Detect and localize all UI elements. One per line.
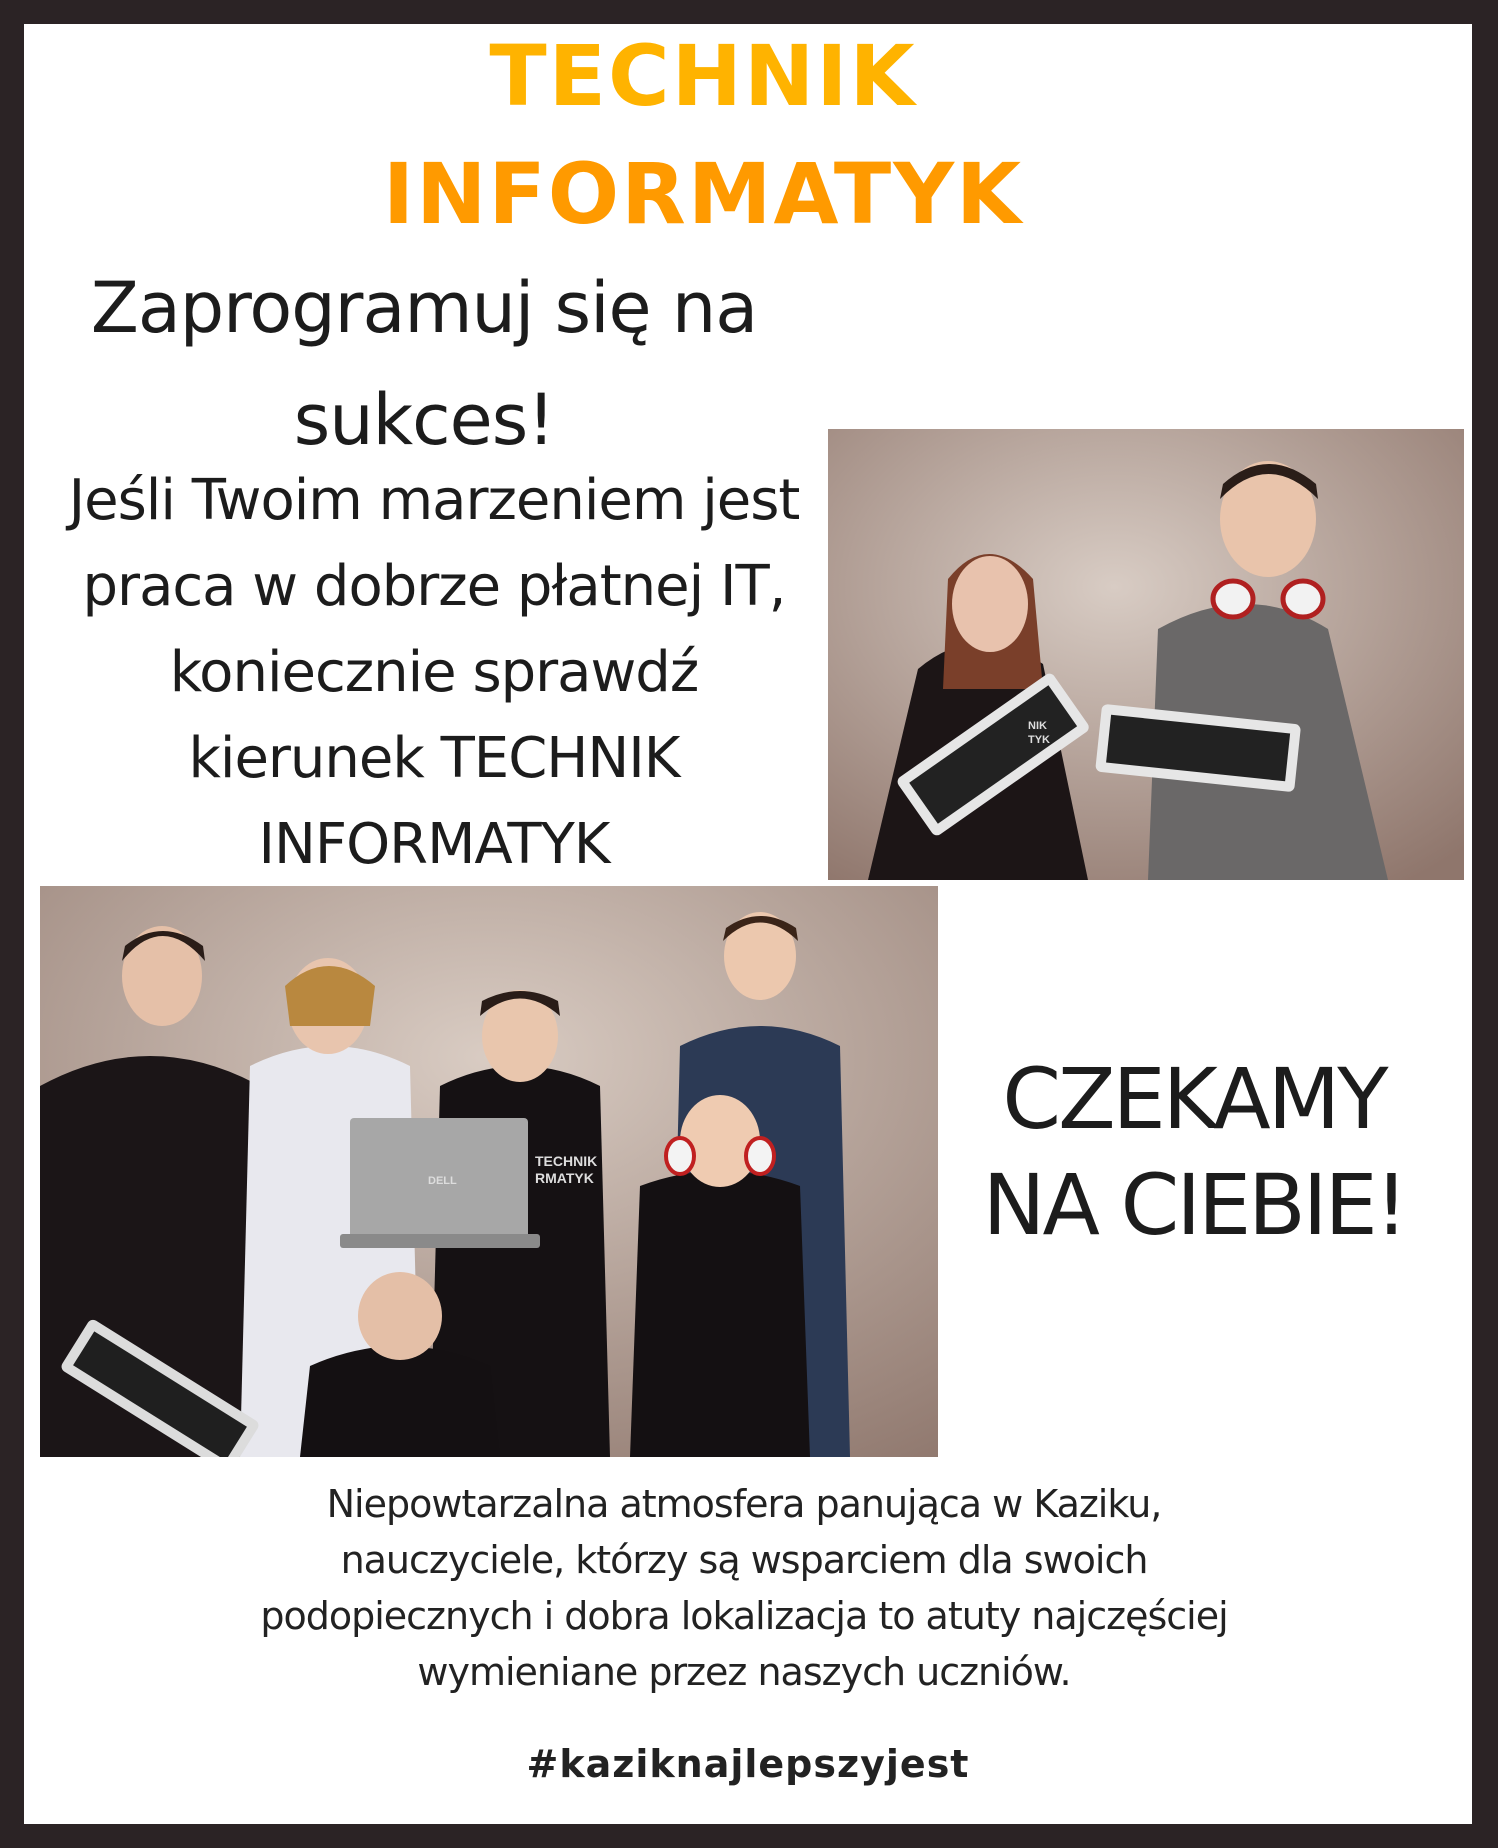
cta-text (934, 1046, 1454, 1258)
intro-line: Jeśli Twoim marzeniem jest (68, 468, 800, 533)
cta-line-1: CZEKAMY (1002, 1050, 1386, 1148)
title-line-1: TECHNIK (489, 27, 917, 125)
description-line: nauczyciele, którzy są wsparciem dla swoich (340, 1538, 1148, 1582)
photo-group-illustration (40, 886, 938, 1457)
photo-two-students-illustration (828, 429, 1464, 880)
laptop-logo: DELL (428, 1175, 457, 1187)
intro-line: praca w dobrze płatnej IT, (82, 554, 786, 619)
intro-line: INFORMATYK (258, 812, 610, 877)
cta-line-2: NA CIEBIE! (982, 1156, 1406, 1254)
shirt-text: TYK (1028, 734, 1050, 746)
description (174, 1476, 1314, 1700)
slogan (24, 252, 824, 476)
poster (24, 24, 1472, 1824)
shirt-text: RMATYK (535, 1170, 594, 1186)
description-line: Niepowtarzalna atmosfera panująca w Kaziku, (326, 1482, 1162, 1526)
hashtag: #kaziknajlepszyjest (526, 1742, 970, 1786)
description-line: wymieniane przez naszych uczniów. (417, 1650, 1071, 1694)
intro-line: kierunek TECHNIK (188, 726, 680, 791)
slogan-line-1: Zaprogramuj się na (90, 267, 758, 349)
shirt-text: TECHNIK (535, 1153, 598, 1169)
shirt-text: NIK (1028, 720, 1047, 732)
intro-line: koniecznie sprawdź (169, 640, 699, 705)
slogan-line-2: sukces! (293, 379, 555, 461)
description-line: podopiecznych i dobra lokalizacja to atuty najczęściej (260, 1594, 1228, 1638)
title-line-2: INFORMATYK (382, 145, 1024, 243)
photo-group (40, 886, 938, 1457)
photo-two-students (828, 429, 1464, 880)
intro-text (24, 458, 844, 888)
